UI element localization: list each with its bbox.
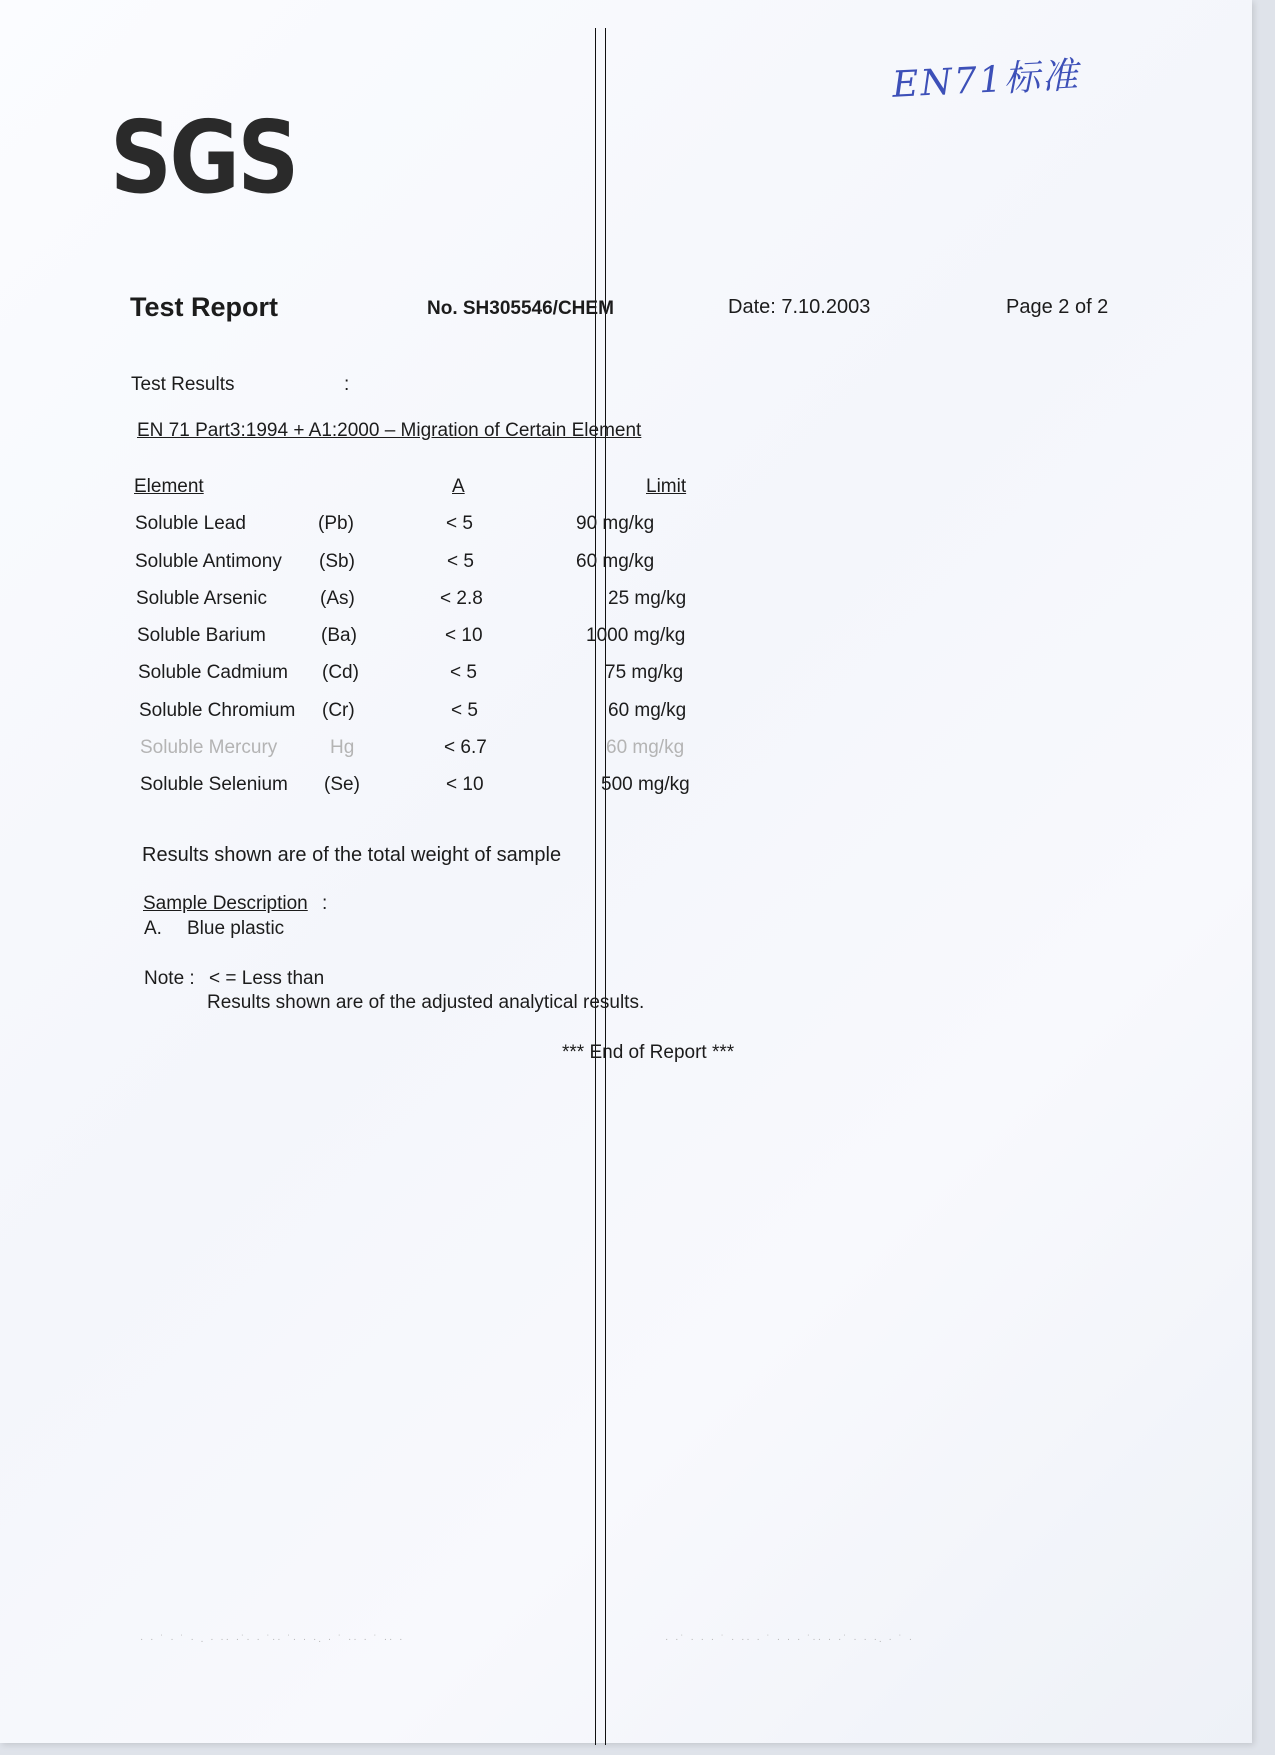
end-of-report: *** End of Report ***: [562, 1042, 735, 1063]
element-symbol: (Pb): [318, 513, 354, 534]
results-note: Results shown are of the total weight of sample: [142, 844, 562, 866]
table-row: [0, 662, 800, 692]
element-name: Soluble Arsenic: [136, 588, 267, 609]
note-label: Note :: [144, 968, 195, 989]
fold-line-left: [595, 28, 596, 1745]
result-a: < 5: [451, 700, 478, 721]
result-a: < 6.7: [444, 737, 487, 758]
result-a: < 2.8: [440, 588, 483, 609]
column-header-element: Element: [134, 476, 204, 497]
limit-value: 90 mg/kg: [576, 513, 655, 534]
result-a: < 5: [447, 551, 474, 572]
report-title: Test Report: [130, 292, 279, 322]
fold-line-right: [605, 28, 606, 1745]
report-date: Date: 7.10.2003: [728, 296, 871, 318]
element-symbol: (Cd): [322, 662, 359, 683]
report-number: No. SH305546/CHEM: [427, 298, 614, 319]
column-header-limit: Limit: [646, 476, 687, 497]
standard-title: EN 71 Part3:1994 + A1:2000 – Migration of Certain Element: [137, 420, 642, 441]
sample-description-label: Sample Description: [143, 893, 308, 914]
sample-description-colon: :: [322, 893, 328, 914]
column-header-a: A: [452, 476, 465, 497]
table-row: [0, 551, 800, 581]
sample-item-text: Blue plastic: [187, 918, 285, 939]
table-row: [0, 625, 800, 655]
note-line-2: Results shown are of the adjusted analytical results.: [207, 992, 645, 1013]
sgs-logo: SGS: [110, 99, 297, 216]
limit-value: 25 mg/kg: [608, 588, 687, 609]
limit-value: 60 mg/kg: [608, 700, 687, 721]
faded-footer-right: · ·˙ · · · ˙ · ·· · ˙ · · · ˙·· · ·˙ · · ·. · ˙ ·: [665, 1634, 915, 1645]
table-row: [0, 700, 800, 730]
result-a: < 10: [445, 625, 483, 646]
element-name: Soluble Lead: [135, 513, 246, 534]
handwritten-annotation: EN71标准: [891, 55, 1081, 106]
element-name: Soluble Barium: [137, 625, 266, 646]
faded-footer-left: · · ˙ · ˙ · . · ·· ·˙· · ˙·· ˙· · ·. · ˙ ·· · ˙ ·· ·: [140, 1634, 405, 1645]
limit-value: 75 mg/kg: [605, 662, 684, 683]
table-row: [0, 588, 800, 618]
element-symbol: Hg: [330, 737, 355, 758]
table-row: [0, 737, 800, 767]
element-symbol: (Sb): [319, 551, 355, 572]
test-results-colon: :: [344, 374, 350, 395]
element-symbol: (As): [320, 588, 355, 609]
page-indicator: Page 2 of 2: [1006, 296, 1109, 318]
result-a: < 10: [446, 774, 484, 795]
limit-value: 60 mg/kg: [606, 737, 685, 758]
result-a: < 5: [450, 662, 477, 683]
element-name: Soluble Mercury: [140, 737, 278, 758]
element-symbol: (Cr): [322, 700, 355, 721]
element-symbol: (Se): [324, 774, 360, 795]
table-row: [0, 774, 800, 804]
table-row: [0, 513, 800, 543]
element-symbol: (Ba): [321, 625, 357, 646]
note-line-1: < = Less than: [209, 968, 325, 989]
limit-value: 60 mg/kg: [576, 551, 655, 572]
element-name: Soluble Antimony: [135, 551, 282, 572]
result-a: < 5: [446, 513, 473, 534]
limit-value: 1000 mg/kg: [586, 625, 686, 646]
element-name: Soluble Selenium: [140, 774, 288, 795]
sample-item-letter: A.: [144, 918, 162, 939]
element-name: Soluble Cadmium: [138, 662, 288, 683]
limit-value: 500 mg/kg: [601, 774, 690, 795]
test-results-label: Test Results: [131, 374, 235, 395]
element-name: Soluble Chromium: [139, 700, 296, 721]
